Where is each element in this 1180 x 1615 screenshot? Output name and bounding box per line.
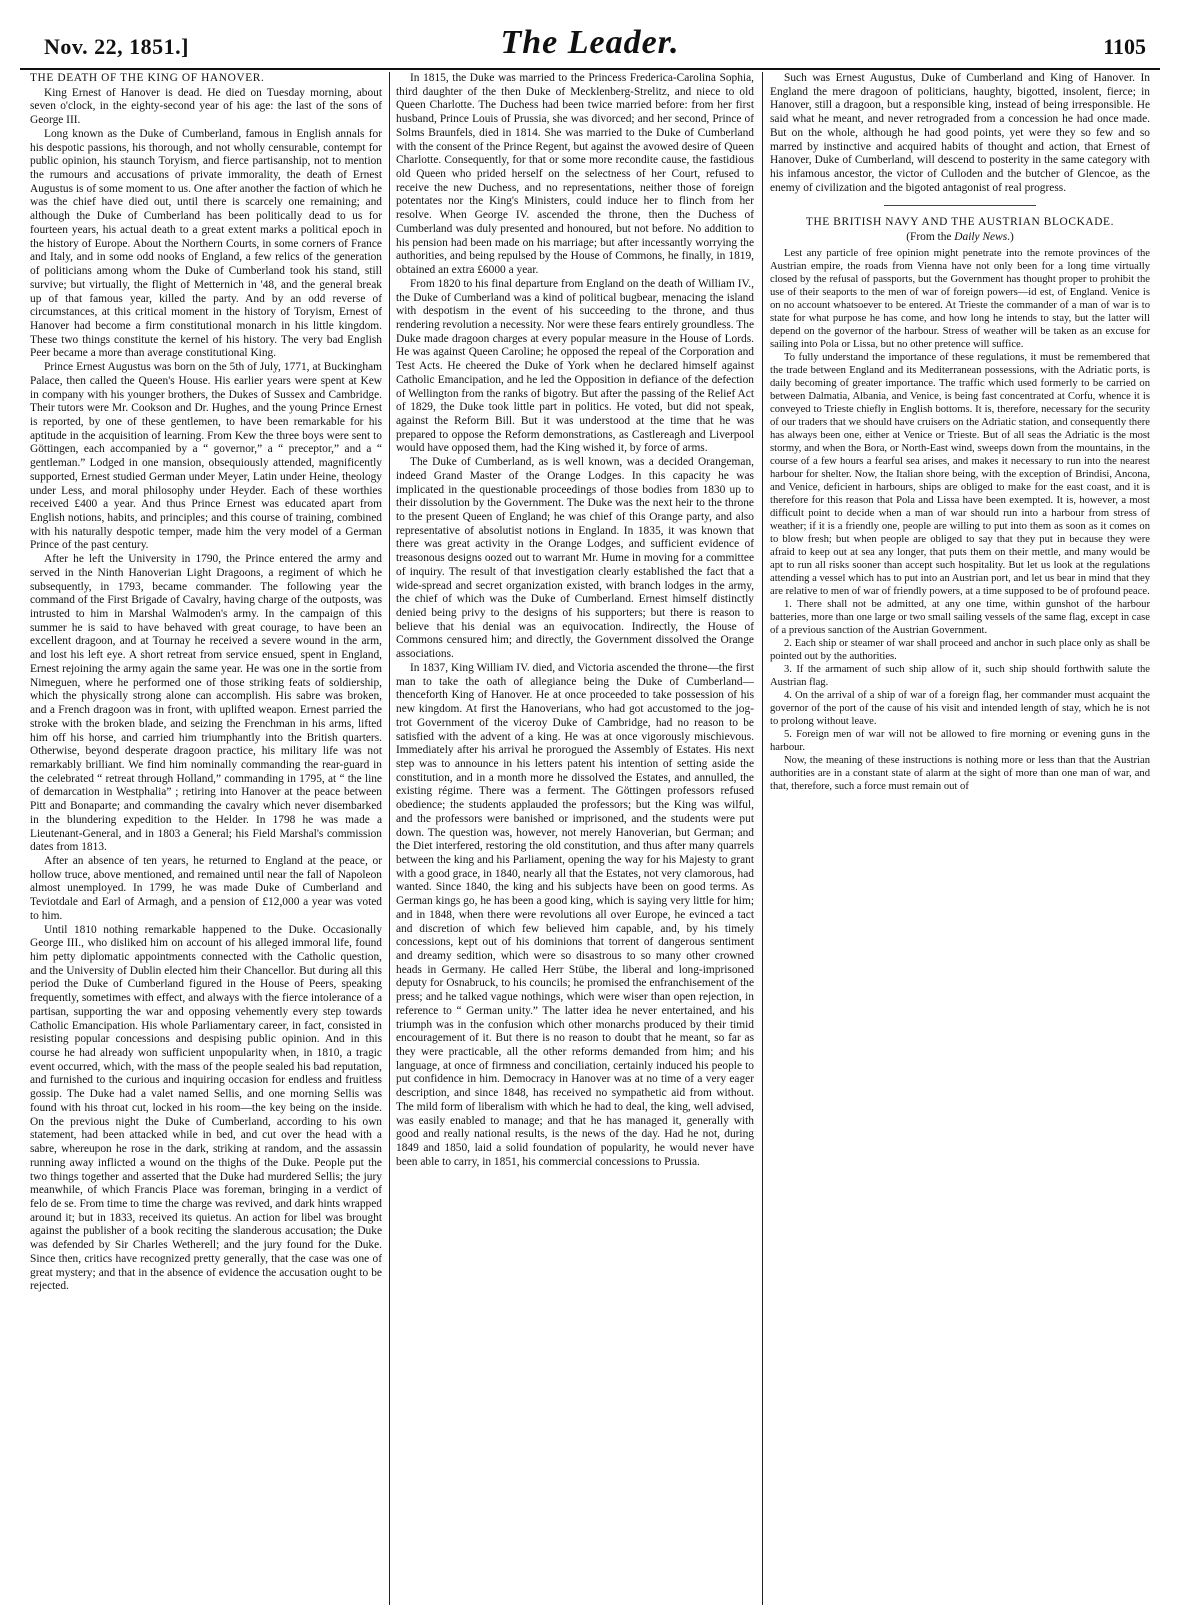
article-source [770, 231, 1150, 245]
article-paragraph: To fully understand the importance of these regulations, it must be remembered that the trade between England and its Mediterranean possessions, with the Adriatic ports, is daily becoming of greater importance. The traffic which used formerly to be carried on between Dalmatia, Albania, and Venice, is being fast concentrated at Corfu, whence it is conveyed to Trieste chiefly in English bottoms. It is, therefore, necessary for the security of our traders that we should have cruisers on the Adriatic station, and consequently there has always been one, either at Venice or Trieste. But of all seas the Adriatic is the most stormy, and when the Bora, or North-East wind, sweeps down from the mountains, in the course of a few hours a fearful sea arises, and makes it necessary to run into the nearest harbour for shelter. Now, the Italian shore being, with the exception of Brindisi, Ancona, and Venice, deficient in harbours, ships are obliged to make for the east coast, and it is therefore for this reason that Pola and Lissa have been exempted. It is, however, a most difficult point to decide when a man of war should run into a harbour from stress of weather; if it is a friendly one, people are willing to put into them as soon as it comes on to blow fresh; but when people are obliged to say that they put in because they were afraid to keep out at sea any longer, that puts them on their mettle, and many would be apt to run all risks sooner than accept such hospitality. But let us look at the regulations attending a vessel which has to put into an Austrian port, and let us bear in mind that they are relative to men of war of friendly powers, at a time supposed to be of profound peace. [770, 351, 1150, 597]
source-suffix: .) [1007, 231, 1014, 244]
newspaper-title: The Leader. [500, 24, 680, 61]
article-paragraph: The Duke of Cumberland, as is well known, was a decided Orangeman, indeed Grand Master of the Orange Lodges. In this capacity he was implicated in the questionable proceedings of those bodies from 1830 up to their dissolution by the Government. The Duke was the next heir to the throne to the present Queen of England; he was chief of this Orange party, and also representative of absolutist notions in England. In 1835, it was known that there was great activity in the Orange Lodges, and sufficient evidence of treasonous designs oozed out to warrant Mr. Hume in moving for a committee of inquiry. The result of that investigation clearly established the fact that a wide-spread and secret organization existed, with branch lodges in the army, the chief of which was the Duke of Cumberland. Ernest himself distinctly denied being privy to the designs of his supporters; but there is reason to believe that his denial was an equivocation. Indirectly, the House of Commons censured him; and directly, the Government dissolved the Orange associations. [396, 456, 754, 661]
column-1 [30, 72, 382, 1605]
article-paragraph: Until 1810 nothing remarkable happened to the Duke. Occasionally George III., who disliked him on account of his alleged immoral life, found him petty diplomatic appointments connected with the Catholic question, and the University of Dublin elected him their Chancellor. But during all this period the Duke of Cumberland figured in the House of Peers, speaking frequently, sometimes with effect, and always with the fierce intolerance of a partisan, supporting the war and opposing vehemently every step towards Catholic Emancipation. His whole Parliamentary career, in fact, consisted in resisting popular concessions and despising public opinion. And in this course he had already won sufficient unpopularity when, in 1810, a tragic event occurred, which, with the mass of the people sealed his bad reputation, and furnished to the curious and inquiring occasion for endless and fruitless gossip. The Duke had a valet named Sellis, and one morning Sellis was found with his throat cut, locked in his room—the key being on the inside. On the previous night the Duke of Cumberland, according to his own statement, had been attacked while in bed, and cut over the head with a sabre, whereupon he rose in the dark, striking at random, and the assassin running away inflicted a wound on the thighs of the Duke. People put the two things together and asserted that the Duke had murdered Sellis; the jury meanwhile, of which Francis Place was foreman, bringing in a verdict of felo de se. From time to time the charge was revived, and dark hints wrapped around it; but in 1833, received its quietus. An action for libel was brought against the publisher of a book reciting the slanderous accusation; the Duke was defended by Sir Charles Wetherell; and the jury found for the Duke. Since then, critics have recognized pretty generally, that the case was one of great mystery; and that in the absence of evidence the accusation ought to be rejected. [30, 923, 382, 1293]
issue-date: Nov. 22, 1851.] [44, 34, 189, 59]
article-divider [884, 205, 1036, 206]
article-paragraph: In 1815, the Duke was married to the Princess Frederica-Carolina Sophia, third daughter of the then Duke of Mecklenberg-Strelitz, and niece to old Queen Charlotte. The Duchess had been twice married before: from her first husband, Prince Louis of Prussia, she was divorced; and her second, Prince of Solms Braunfels, died in 1814. She was married to the Duke of Cumberland with the consent of the Prince Regent, but against the avowed desire of Queen Charlotte. Consequently, for that or some more recondite cause, the fastidious old Queen who prided herself on the selectness of her Court, refused to receive the new Duchess, and no representations, neither those of foreign potentates nor the King's Ministers, could induce her to flinch from her resolve. When George IV. ascended the throne, then the Duchess of Cumberland was duly presented and honoured, but not before. No addition to his pension had been made on his marriage; but after incessantly worrying the authorities, and being repulsed by the House of Commons, he finally, in 1819, obtained an extra £6000 a year. [396, 72, 754, 277]
article-paragraph: From 1820 to his final departure from England on the death of William IV., the Duke of Cumberland was a kind of political bugbear, menacing the island with despotism in the event of his succeeding to the throne, and thus rendering revolution a necessity. Nor were these fears entirely groundless. The Duke made dragoon charges at every popular measure in the House of Lords. He was against Queen Caroline; he opposed the repeal of the Corporation and Test Acts. He cheered the Duke of York when he declared himself against Catholic Emancipation, and he led the Opposition in defiance of the defection of Wellington from the ranks of bigotry. But after the passing of the Relief Act of 1829, the Duke took little part in politics. He voted, but did not speak, against the Reform Bill. But it was understood at the time that he was prepared to oppose the Reform demonstrations, as Castlereagh and Liverpool would have opposed them, had the King wished it, by force of arms. [396, 277, 754, 455]
article-paragraph: Now, the meaning of these instructions is nothing more or less than that the Austrian authorities are in a constant state of alarm at the sight of more than one man of war, and that, therefore, such a force must remain out of [770, 754, 1150, 792]
masthead [20, 18, 1160, 70]
navy-article-body [770, 247, 1150, 793]
article-paragraph: King Ernest of Hanover is dead. He died on Tuesday morning, about seven o'clock, in the eighty-second year of his age: the last of the sons of George III. [30, 86, 382, 127]
article-paragraph: Prince Ernest Augustus was born on the 5th of July, 1771, at Buckingham Palace, then called the Queen's House. His earlier years were spent at Kew in company with his younger brothers, the Dukes of Sussex and Cambridge. Their tutors were Mr. Cookson and Dr. Hughes, and the young Prince Ernest is reported, by one of these gentlemen, to have been remarkable for his aptitude in the acquisition of learning. From Kew the three boys were sent to Göttingen, each accompanied by a “ governor,” a “ preceptor,” and a “ gentleman.” Lodged in one mansion, obsequiously attended, magnificently supported, Ernest studied German under Meyer, Latin under Heine, theology under Less, and moral philosophy under Heyder. Each of these worthies received £400 a year. And thus Prince Ernest was educated apart from English notions, habits, and principles; and this course of training, combined with his naturally despotic temper, made him the very model of a German Prince of the past century. [30, 361, 382, 552]
column-rule [389, 72, 390, 1605]
article-paragraph: After he left the University in 1790, the Prince entered the army and served in the Ninth Hanoverian Light Dragoons, a regiment of which he subsequently, in 1793, became commander. The following year the command of the First Brigade of Cavalry, having charge of the outposts, was intrusted to him in Marshal Walmoden's army. In the campaign of this summer he is said to have behaved with great courage, to have been an excellent dragoon, and at Tournay he received a severe wound in the arm, and lost his left eye. A short retreat from service ensued, spent in England, Ernest rejoining the army again the same year. He was one in the sortie from Nimeguen, where he performed one of those striking feats of soldiership, which the physically strong alone can accomplish. His sabre was broken, and a French dragoon was in front, with uplifted weapon. Ernest parried the stroke with the broken blade, and seizing the Frenchman in his arms, lifted him off his horse, and carried him triumphantly into the British quarters. Otherwise, beyond desperate dragoon practice, his military life was not remarkably brilliant. We find him nominally commanding the rear-guard in the celebrated “ retreat through Holland,” commanding in 1795, at “ the line of demarcation in Westphalia” ; retiring into Hanover at the peace between Pitt and Bonaparte; and commanding the cavalry which never disembarked in the blundering expedition to the Helder. In 1798 he was made a Lieutenant-General, and in 1803 a General; his Field Marshal's commission dates from 1813. [30, 553, 382, 854]
regulation-item: 4. On the arrival of a ship of war of a foreign flag, her commander must acquaint the governor of the port of the cause of his visit and intended length of stay, which he is not to prolong without leave. [770, 689, 1150, 727]
column-3 [770, 72, 1150, 1605]
column-2 [396, 72, 754, 1605]
article-paragraph: Long known as the Duke of Cumberland, famous in English annals for his despotic passions, his thorough, and not wholly censurable, contempt for public opinion, his staunch Toryism, and fierce partisanship, not to mention the rumours and accusations of private immorality, the death of Ernest Augustus is of some moment to us. One after another the faction of which he was the chief have died out, until there is scarcely one remaining; and although the Duke of Cumberland has been politically dead to us for fourteen years, his actual death to a great extent marks a political epoch in the history of Europe. About the Northern Courts, in some corners of France and Italy, and in some odd nooks of England, a few relics of the generation of politicians among whom the Duke of Cumberland took his stand, still survive; but virtually, the flight of Metternich in '48, and the general break up of that famous year, killed the party. And by an odd reverse of circumstances, at this critical moment in the history of Toryism, Ernest of Hanover had become a firm constitutional monarch in his little kingdom. These two things constitute the kernel of his history. The very bad English Peer became a more than average constitutional King. [30, 127, 382, 360]
regulation-item: 1. There shall not be admitted, at any one time, within gunshot of the harbour batteries, more than one large or two small sailing vessels of the same flag, except in case of a previous sanction of the Austrian Government. [770, 598, 1150, 636]
source-name: Daily News [954, 231, 1008, 244]
regulation-item: 2. Each ship or steamer of war shall proceed and anchor in such place only as shall be pointed out by the authorities. [770, 637, 1150, 662]
regulation-item: 5. Foreign men of war will not be allowed to fire morning or evening guns in the harbour. [770, 728, 1150, 753]
article-headline-british-navy: THE BRITISH NAVY AND THE AUSTRIAN BLOCKADE. [805, 216, 1115, 229]
regulation-item: 3. If the armament of such ship allow of it, such ship should forthwith salute the Austrian flag. [770, 663, 1150, 688]
column-rule [762, 72, 763, 1605]
article-columns [30, 72, 1150, 1605]
article-headline-death-of-king: THE DEATH OF THE KING OF HANOVER. [30, 72, 265, 84]
article-paragraph: Lest any particle of free opinion might penetrate into the remote provinces of the Austrian empire, the roads from Vienna have not only been for a long time virtually closed by the refusal of passports, but the Government has thought proper to prohibit the use of their seaports to the men of war of foreign powers—id est, of England. Venice is on no account whatsoever to be entered. At Trieste the commander of a man of war is to state for what purpose he has come, and how long he intends to stay, but the latter will depend on the governor of the harbour. Stress of weather will be taken as an excuse for sailing into Pola or Lissa, but no other pretence will suffice. [770, 247, 1150, 350]
article-paragraph: Such was Ernest Augustus, Duke of Cumberland and King of Hanover. In England the mere dragoon of politicians, haughty, bigotted, insolent, fierce; in Hanover, still a dragoon, but a responsible king, instead of being irresponsible. He said what he meant, and never retrograded from a concession he had once made. But on the whole, although he had good points, yet were they so few and so marred by instinctive and acquired habits of thought and action, that Ernest of Hanover, Duke of Cumberland, will descend to posterity in the same category with his infamous ancestor, the victor of Culloden and the butcher of Glencoe, as the enemy of civilization and the bigoted antagonist of real progress. [770, 72, 1150, 194]
article-paragraph: In 1837, King William IV. died, and Victoria ascended the throne—the first man to take the oath of allegiance being the Duke of Cumberland—thenceforth King of Hanover. He at once proceeded to take possession of his new kingdom. At first the Hanoverians, who had got accustomed to the jog-trot Government of the viceroy Duke of Cambridge, had no reason to be satisfied with the advent of a king. He was at once vigorously mischievous. Immediately after his arrival he prorogued the Assembly of Estates. His next step was to announce in his letters patent his intention of setting aside the constitution, and in a month more he dissolved the Estates, and annulled, the existing régime. There was a ferment. The Göttingen professors refused obedience; the students applauded the professors; but the King was wilful, and the professors were banished or imprisoned, and the students were put down. The question was, however, not merely Hanoverian, but German; and the Diet interfered, restoring the old constitution, and thus after many quarrels between the king and his Parliament, opening the way for his Majesty to grant with a good grace, in 1840, nearly all that the Estates, not very clamorous, had wanted. Since 1840, the king and his subjects have been on good terms. As German kings go, he has been a good king, which is saying very little for him; and in 1848, when there were revolutions all over Europe, he evinced a tact and discretion of which few believed him capable, and, by his timely concessions, kept out of his dominions that torrent of dangerous sentiment and dreamy sedition, which were so disastrous to so many other crowned heads in Germany. He called Herr Stübe, the liberal and long-imprisoned deputy for Osnabruck, to his councils; he promised the enfranchisement of the press; and he talked vague nothings, which were wiser than open rejection, in reference to “ German unity.” The latter idea he never entertained, and his triumph was in the confusion which other monarchs produced by their timid encouragement of it. But there is no reason to doubt that he meant, so far as they were practicable, all the other reforms demanded from him; and his language, at once of firmness and conciliation, certainly induced his people to put confidence in him. Democracy in Hanover was at no time of a very eager description, and since 1848, has received no sympathetic aid from without. The mild form of liberalism with which he had to deal, the king, well advised, was easily enabled to manage; and that he has managed it, generally with good and really national results, is the news of the day. Had he not, during 1849 and 1850, laid a solid foundation of popularity, he would never have been able to carry, in 1851, his commercial concessions to Prussia. [396, 661, 754, 1168]
article-paragraph: After an absence of ten years, he returned to England at the peace, or hollow truce, above mentioned, and remained until near the fall of Napoleon almost unemployed. In 1799, he was made Duke of Cumberland and Teviotdale and Earl of Armagh, and a pension of £12,000 a year was voted to him. [30, 854, 382, 922]
page-number: 1105 [1103, 34, 1146, 59]
source-prefix: (From the [906, 231, 955, 244]
